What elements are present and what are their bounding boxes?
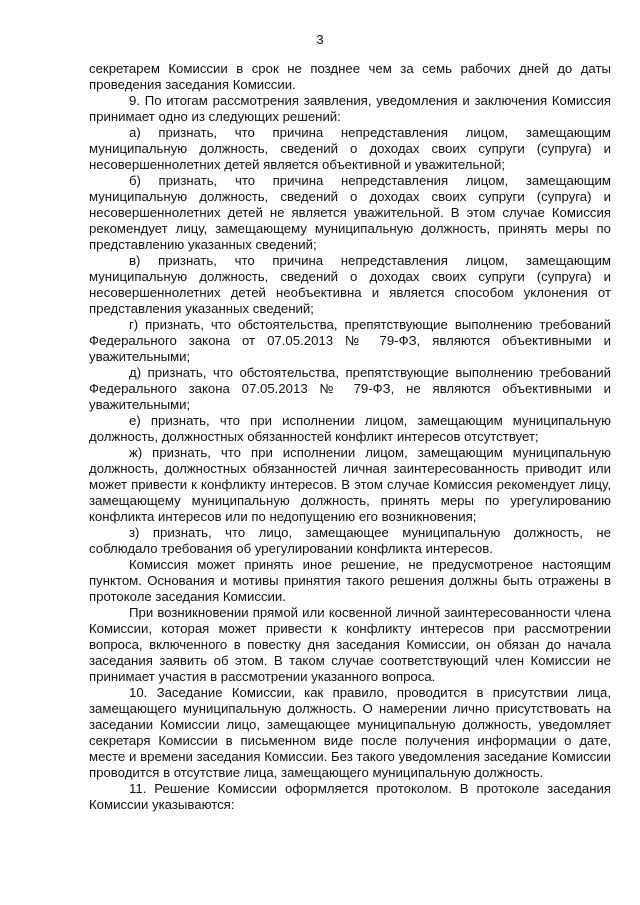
paragraph: секретарем Комиссии в срок не позднее чем за семь рабочих дней до даты проведения заседания Комиссии. [89,61,611,92]
paragraph: а) признать, что причина непредставления лицом, замещающим муниципальную должность, сведений о доходах своих супруги (супруга) и несовершеннолетних детей является объективной и уважительной; [89,125,611,172]
paragraph: 10. Заседание Комиссии, как правило, проводится в присутствии лица, замещающего муниципальную должность. О намерении лично присутствовать на заседании Комиссии лицо, замещающее муниципальную должность, уведомляет секретаря Комиссии в письменном виде после получения информации о дате, месте и времени заседания Комиссии. Без такого уведомления заседание Комиссии проводится в отсутствие лица, замещающего муниципальную должность. [89,685,611,780]
paragraph: При возникновении прямой или косвенной личной заинтересованности члена Комиссии, которая может привести к конфликту интересов при рассмотрении вопроса, включенного в повестку дня заседания Комиссии, он обязан до начала заседания заявить об этом. В таком случае соответствующий член Комиссии не принимает участия в рассмотрении указанного вопроса. [89,605,611,684]
paragraph: в) признать, что причина непредставления лицом, замещающим муниципальную должность, сведений о доходах своих супруги (супруга) и несовершеннолетних детей необъективна и является способом уклонения от представления указанных сведений; [89,253,611,316]
paragraph: г) признать, что обстоятельства, препятствующие выполнению требований Федерального закона от 07.05.2013 № 79-ФЗ, являются объективными и уважительными; [89,317,611,364]
paragraph: з) признать, что лицо, замещающее муниципальную должность, не соблюдало требования об урегулировании конфликта интересов. [89,525,611,556]
paragraph: 11. Решение Комиссии оформляется протоколом. В протоколе заседания Комиссии указываются: [89,781,611,812]
paragraph: б) признать, что причина непредставления лицом, замещающим муниципальную должность, сведений о доходах своих супруги (супруга) и несовершеннолетних детей не является уважительной. В этом случае Комиссия рекомендует лицу, замещающему муниципальную должность, принять меры по представлению указанных сведений; [89,173,611,252]
paragraph: ж) признать, что при исполнении лицом, замещающим муниципальную должность, должностных обязанностей личная заинтересованность приводит или может привести к конфликту интересов. В этом случае Комиссия рекомендует лицу, замещающему муниципальную должность, принять меры по урегулированию конфликта интересов или по недопущению его возникновения; [89,445,611,524]
paragraph: 9. По итогам рассмотрения заявления, уведомления и заключения Комиссия принимает одно из следующих решений: [89,93,611,124]
page-number: 3 [316,32,324,47]
paragraph: Комиссия может принять иное решение, не предусмотреное настоящим пунктом. Основания и мотивы принятия такого решения должны быть отражены в протоколе заседания Комиссии. [89,557,611,604]
paragraph: д) признать, что обстоятельства, препятствующие выполнению требований Федерального закона 07.05.2013 № 79-ФЗ, не являются объективными и уважительными; [89,365,611,412]
document-body [89,61,611,813]
paragraph: е) признать, что при исполнении лицом, замещающим муниципальную должность, должностных обязанностей конфликт интересов отсутствует; [89,413,611,444]
